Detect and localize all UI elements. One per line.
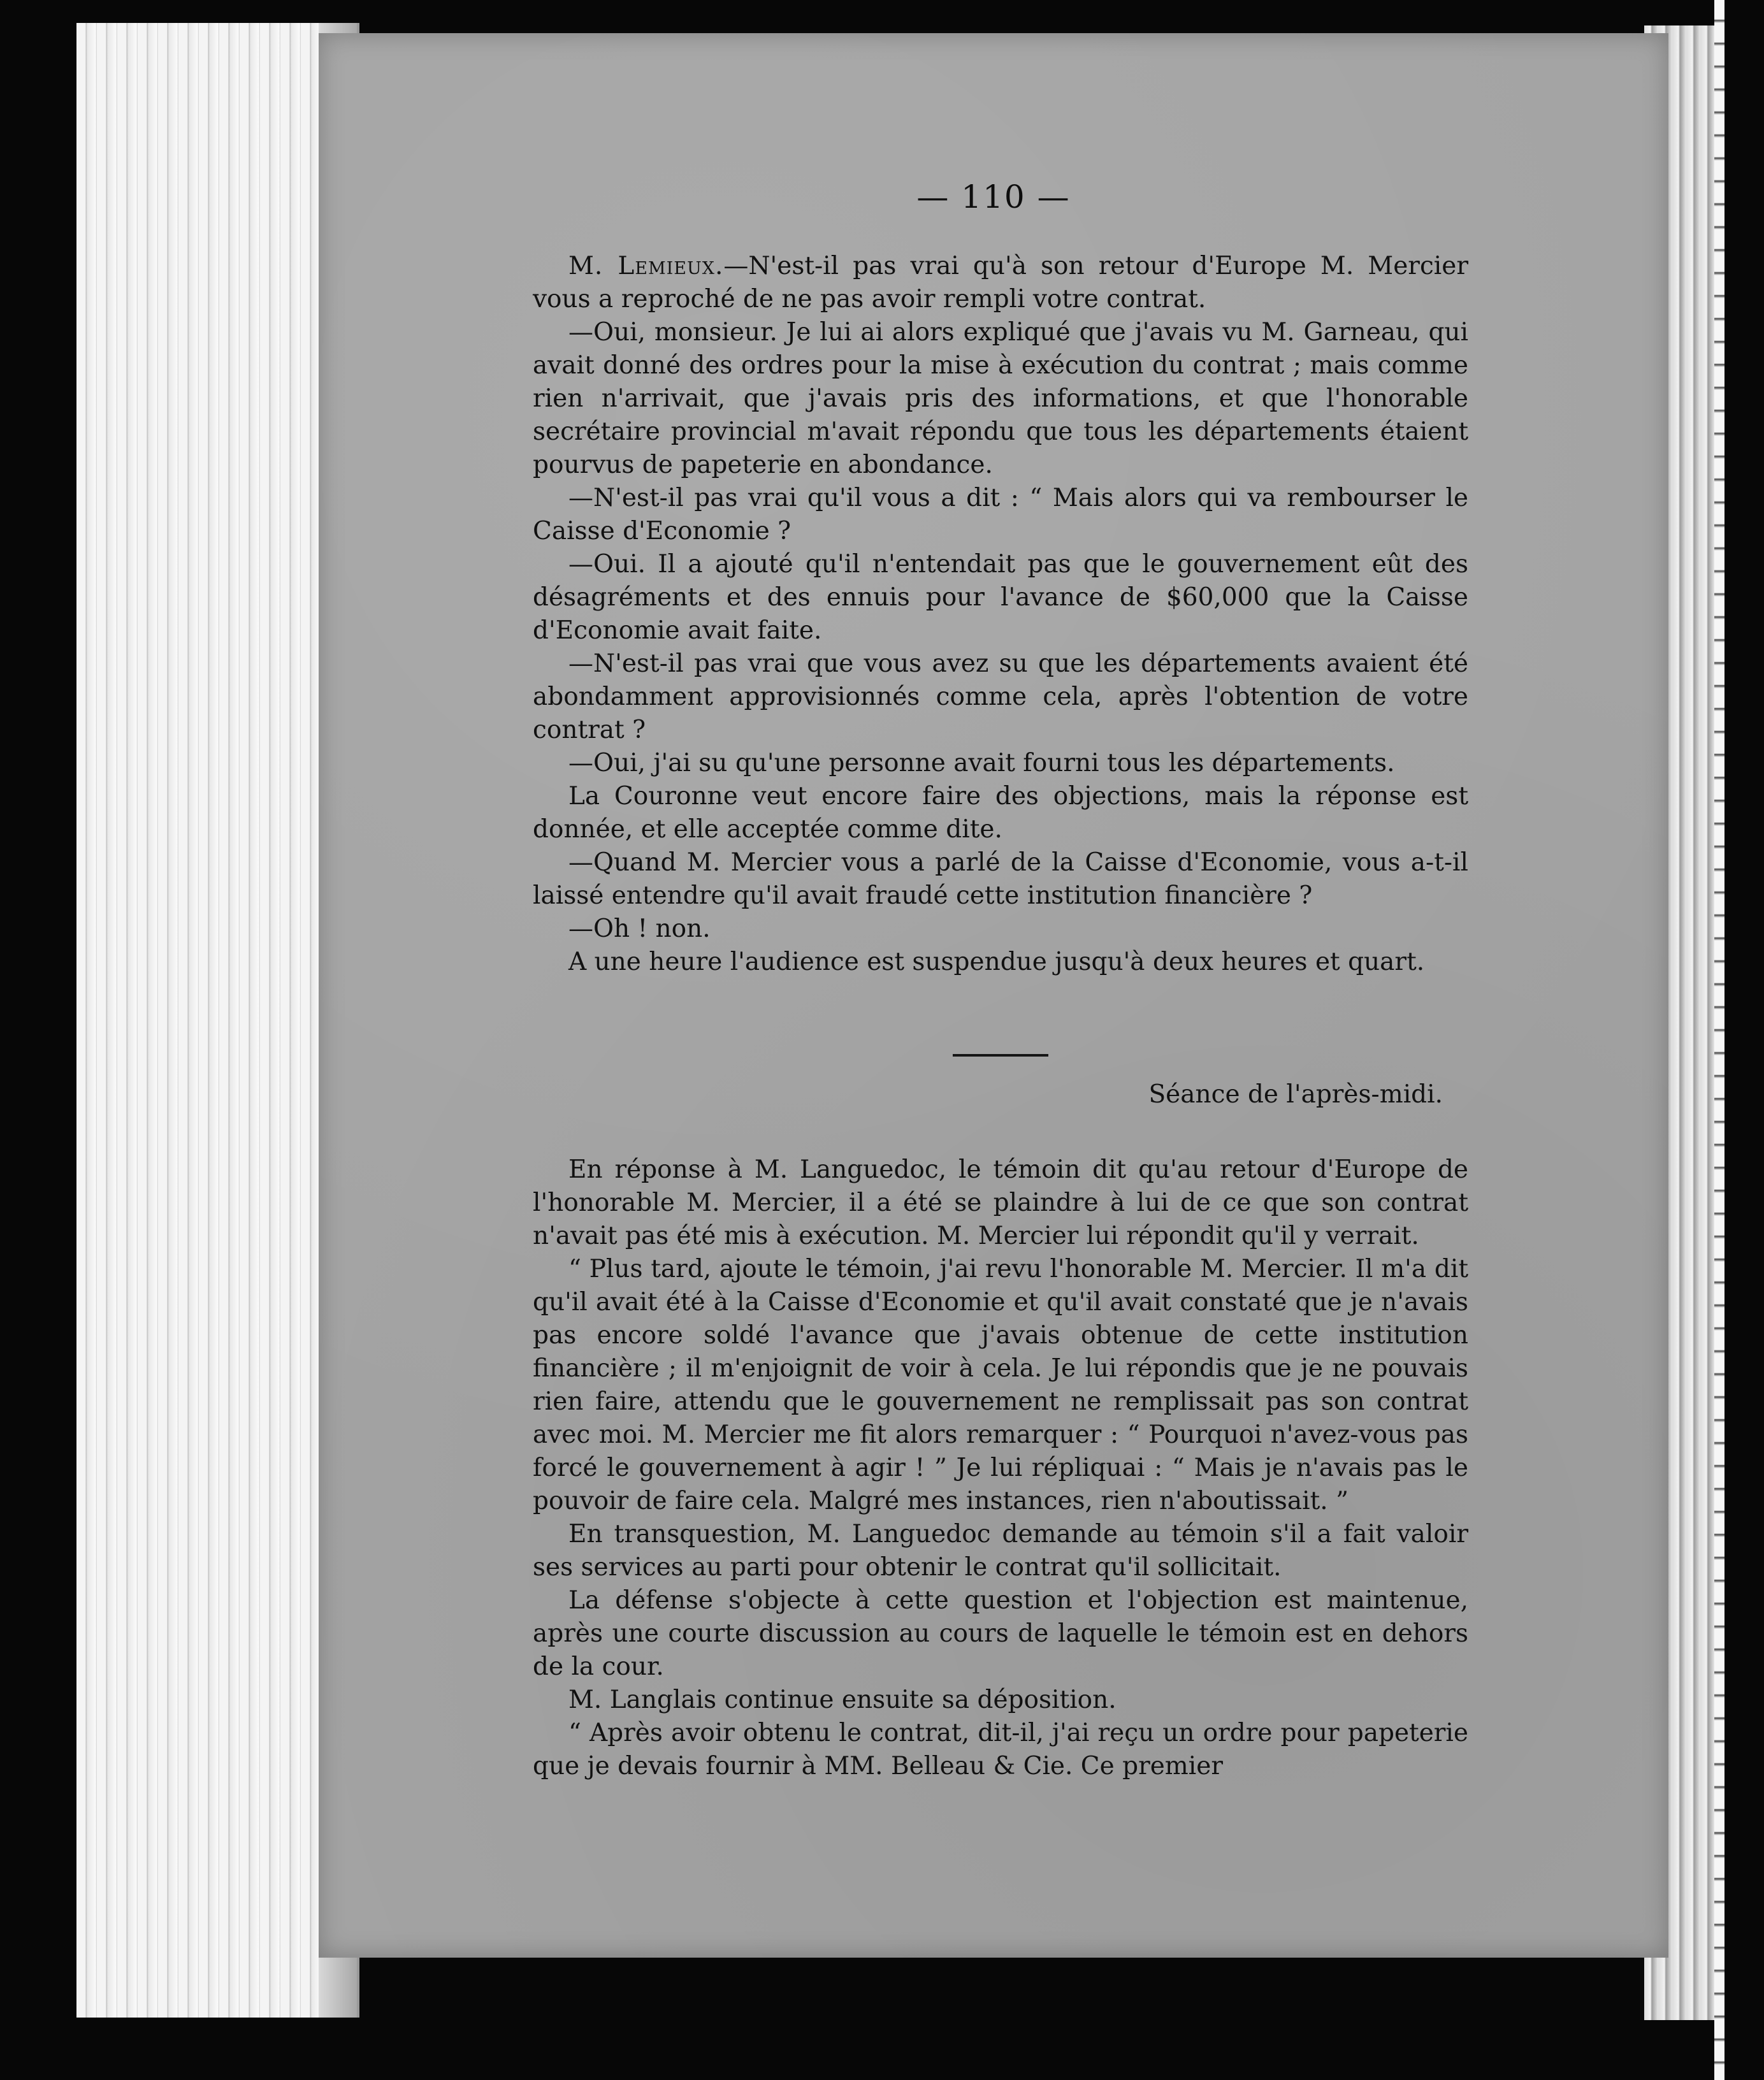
paragraph-m10: A une heure l'audience est suspendue jusqu'à deux heures et quart. (568, 948, 1425, 976)
paragraph-text: —N'est-il pas vrai qu'à son retour d'Europe M. Mercier vous a reproché de ne pas avoir rempli votre contrat. (533, 252, 1468, 314)
paragraph-m6: —Oui, j'ai su qu'une personne avait fourni tous les départements. (568, 749, 1395, 777)
paragraph-m1 (533, 250, 1468, 316)
paragraph-a6: “ Après avoir obtenu le contrat, dit-il, j'ai reçu un ordre pour papeterie que je devais fournir à MM. Belleau & Cie. Ce premier (533, 1719, 1468, 1780)
left-page-edges (76, 23, 359, 2018)
section-divider (953, 1054, 1048, 1057)
paragraph-m5: —N'est-il pas vrai que vous avez su que les départements avaient été abondamment approvisionnés comme cela, après l'obtention de votre contrat ? (533, 649, 1468, 744)
paragraph-m8: —Quand M. Mercier vous a parlé de la Caisse d'Economie, vous a-t-il laissé entendre qu'il avait fraudé cette institution financière ? (533, 848, 1468, 910)
paragraph-a1: En réponse à M. Languedoc, le témoin dit qu'au retour d'Europe de l'honorable M. Mercier, il a été se plaindre à lui de ce que son contrat n'avait pas été mis à exécution. M. Mercier lui répondit qu'il y verrait. (533, 1155, 1468, 1250)
paragraph-a3: En transquestion, M. Languedoc demande au témoin s'il a fait valoir ses services au parti pour obtenir le contrat qu'il sollicitait. (533, 1520, 1468, 1582)
paragraph-a4: La défense s'objecte à cette question et l'objection est maintenue, après une courte discussion au cours de laquelle le témoin est en dehors de la cour. (533, 1586, 1468, 1681)
page-body (533, 250, 1468, 1783)
paragraph-a5: M. Langlais continue ensuite sa déposition. (568, 1686, 1117, 1714)
paragraph-m2: —Oui, monsieur. Je lui ai alors expliqué que j'avais vu M. Garneau, qui avait donné des ordres pour la mise à exécution du contrat ; mais comme rien n'arrivait, que j'avais pris des informations, et que l'honorable secrétaire provincial m'avait répondu que tous les départements étaient pourvus de papeterie en abondance. (533, 318, 1468, 479)
paragraph-a2: “ Plus tard, ajoute le témoin, j'ai revu l'honorable M. Mercier. Il m'a dit qu'il avait été à la Caisse d'Economie et qu'il avait constaté que je n'avais pas encore soldé l'avance que j'avais obtenue de cette institution financière ; il m'enjoignit de voir à cela. Je lui répondis que je ne pouvais rien faire, attendu que le gouvernement ne remplissait pas son contrat avec moi. M. Mercier me fit alors remarquer : “ Pourquoi n'avez-vous pas forcé le gouvernement à agir ! ” Je lui répliquai : “ Mais je n'avais pas le pouvoir de faire cela. Malgré mes instances, rien n'aboutissait. ” (533, 1255, 1468, 1515)
paragraph-m9: —Oh ! non. (568, 914, 711, 943)
paragraph-m3: —N'est-il pas vrai qu'il vous a dit : “ Mais alors qui va rembourser le Caisse d'Economie ? (533, 484, 1468, 545)
section-heading: Séance de l'après-midi. (1148, 1080, 1443, 1109)
page-number: — 110 — (916, 178, 1071, 215)
speaker-name: M. Lemieux. (568, 252, 724, 280)
film-border (1714, 0, 1724, 2080)
paragraph-m7: La Couronne veut encore faire des objections, mais la réponse est donnée, et elle acceptée comme dite. (533, 782, 1468, 844)
book-page (319, 33, 1668, 1958)
paragraph-m4: —Oui. Il a ajouté qu'il n'entendait pas que le gouvernement eût des désagréments et des ennuis pour l'avance de $60,000 que la Caisse d'Economie avait faite. (533, 550, 1468, 645)
